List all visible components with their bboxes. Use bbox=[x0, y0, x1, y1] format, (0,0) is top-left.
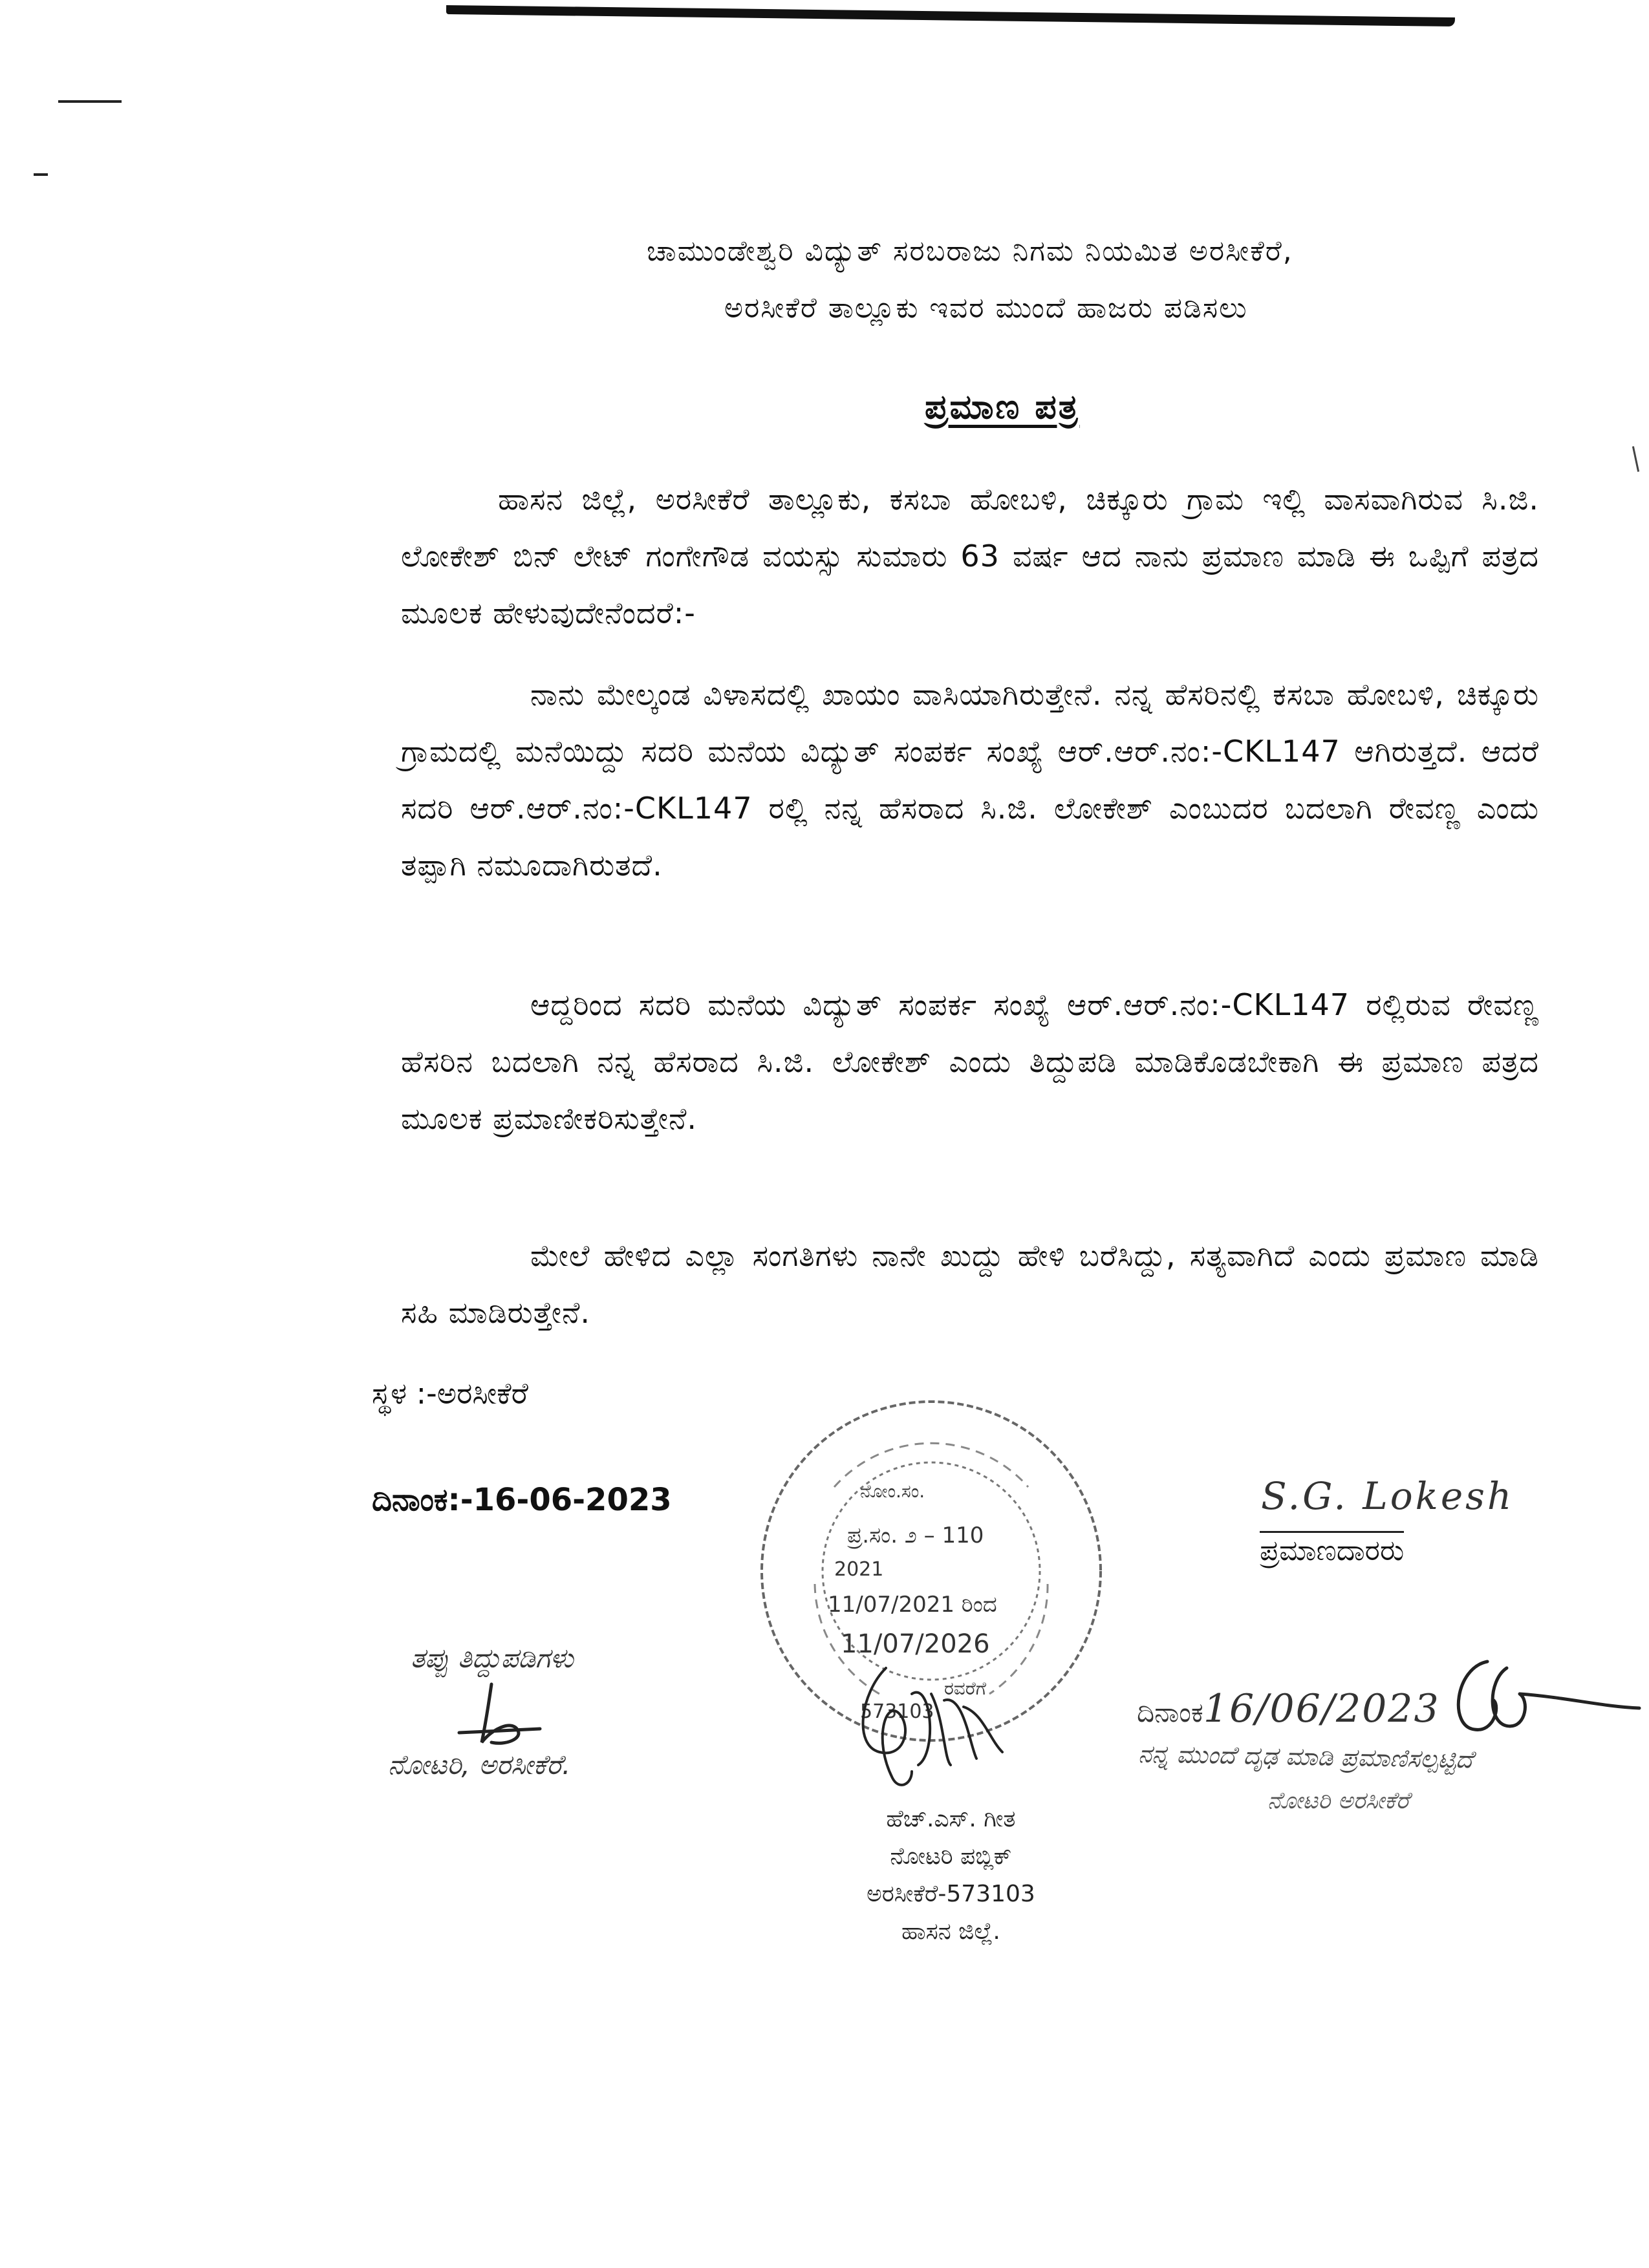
body-paragraph: ಆದ್ದರಿಂದ ಸದರಿ ಮನೆಯ ವಿದ್ಯುತ್ ಸಂಪರ್ಕ ಸಂಖ್ಯೆ ಆರ್.ಆರ್.ನಂ:-CKL147 ರಲ್ಲಿರುವ ರೇವಣ್ಣ ಹೆಸರಿನ ಬದಲಾಗಿ ನನ್ನ ಹೆಸರಾದ ಸಿ.ಜಿ. ಲೋಕೇಶ್ ಎಂದು ತಿದ್ದುಪಡಿ ಮಾಡಿಕೊಡಬೇಕಾಗಿ ಈ ಪ್ರಮಾಣ ಪತ್ರದ ಮೂಲಕ ಪ್ರಮಾಣೀಕರಿಸುತ್ತೇನೆ. bbox=[401, 987, 1539, 1136]
notary-details bbox=[867, 1801, 1035, 1951]
seal-text: ರವರೆಗೆ bbox=[944, 1678, 986, 1699]
notary-address: ಅರಸೀಕೆರೆ-573103 bbox=[867, 1881, 1035, 1907]
deponent-label: ಪ್ರಮಾಣದಾರರು bbox=[1260, 1531, 1404, 1567]
corrections-signature bbox=[453, 1681, 543, 1752]
corrections-notary-label: ನೋಟರಿ, ಅರಸೀಕೆರೆ. bbox=[388, 1749, 571, 1781]
body-paragraph: ಮೇಲೆ ಹೇಳಿದ ಎಲ್ಲಾ ಸಂಗತಿಗಳು ನಾನೇ ಖುದ್ದು ಹೇಳಿ ಬರೆಸಿದ್ದು, ಸತ್ಯವಾಗಿದೆ ಎಂದು ಪ್ರಮಾಣ ಮಾಡಿ ಸಹಿ ಮಾಡಿರುತ್ತೇನೆ. bbox=[401, 1238, 1539, 1330]
notary-title: ನೋಟರಿ ಪಬ್ಲಿಕ್ bbox=[890, 1843, 1012, 1870]
addressee-line: ಚಾಮುಂಡೇಶ್ವರಿ ವಿದ್ಯುತ್ ಸರಬರಾಜು ನಿಗಮ ನಿಯಮಿತ ಅರಸೀಕೆರೆ, bbox=[647, 235, 1293, 268]
seal-text: 2021 bbox=[834, 1558, 884, 1581]
attestation-date bbox=[1137, 1686, 1440, 1731]
scan-artifact-dash bbox=[34, 173, 48, 176]
place-line: ಸ್ಥಳ :-ಅರಸೀಕೆರೆ bbox=[372, 1376, 528, 1411]
attestation-date-prefix: ದಿನಾಂಕ bbox=[1137, 1696, 1203, 1728]
addressee-block bbox=[647, 223, 1539, 337]
deponent-signature: S.G. Lokesh bbox=[1261, 1474, 1514, 1518]
attestation-date-value: 16/06/2023 bbox=[1203, 1686, 1440, 1731]
notary-name: ಹೆಚ್.ಎಸ್. ಗೀತ bbox=[886, 1806, 1016, 1832]
scan-artifact-mark bbox=[1632, 446, 1639, 472]
seal-text: 573103 bbox=[860, 1700, 934, 1723]
body-paragraph: ನಾನು ಮೇಲ್ಕಂಡ ವಿಳಾಸದಲ್ಲಿ ಖಾಯಂ ವಾಸಿಯಾಗಿರುತ್ತೇನೆ. ನನ್ನ ಹೆಸರಿನಲ್ಲಿ ಕಸಬಾ ಹೋಬಳಿ, ಚಿಕ್ಕೂರು ಗ್ರಾಮದಲ್ಲಿ ಮನೆಯಿದ್ದು ಸದರಿ ಮನೆಯ ವಿದ್ಯುತ್ ಸಂಪರ್ಕ ಸಂಖ್ಯೆ ಆರ್.ಆರ್.ನಂ:-CKL147 ಆಗಿರುತ್ತದೆ. ಆದರೆ ಸದರಿ ಆರ್.ಆರ್.ನಂ:-CKL147 ರಲ್ಲಿ ನನ್ನ ಹೆಸರಾದ ಸಿ.ಜಿ. ಲೋಕೇಶ್ ಎಂಬುದರ ಬದಲಾಗಿ ರೇವಣ್ಣ ಎಂದು ತಪ್ಪಾಗಿ ನಮೂದಾಗಿರುತದೆ. bbox=[401, 677, 1539, 883]
seal-text: 11/07/2021 ರಿಂದ bbox=[828, 1592, 997, 1618]
attestation-line: ನನ್ನ ಮುಂದೆ ದೃಢ ಮಾಡಿ ಪ್ರಮಾಣಿಸಲ್ಪಟ್ಟಿದೆ bbox=[1137, 1739, 1473, 1774]
body-paragraph: ಹಾಸನ ಜಿಲ್ಲೆ, ಅರಸೀಕೆರೆ ತಾಲ್ಲೂಕು, ಕಸಬಾ ಹೋಬಳಿ, ಚಿಕ್ಕೂರು ಗ್ರಾಮ ಇಲ್ಲಿ ವಾಸವಾಗಿರುವ ಸಿ.ಜಿ. ಲೋಕೇಶ್ ಬಿನ್ ಲೇಟ್ ಗಂಗೇಗೌಡ ವಯಸ್ಸು ಸುಮಾರು 63 ವರ್ಷ ಆದ ನಾನು ಪ್ರಮಾಣ ಮಾಡಿ ಈ ಒಪ್ಪಿಗೆ ಪತ್ರದ ಮೂಲಕ ಹೇಳುವುದೇನೆಂದರೆ:- bbox=[401, 482, 1539, 630]
seal-text: ಪ್ರ.ಸಂ. ೨ – 110 bbox=[847, 1523, 984, 1548]
attestation-signature bbox=[1449, 1655, 1643, 1746]
document-title: ಪ್ರಮಾಣ ಪತ್ರ bbox=[925, 388, 1080, 427]
addressee-line: ಅರಸೀಕೆರೆ ತಾಲ್ಲೂಕು ಇವರ ಮುಂದೆ ಹಾಜರು ಪಡಿಸಲು bbox=[724, 292, 1248, 325]
date-line: ದಿನಾಂಕ:-16-06-2023 bbox=[372, 1482, 672, 1518]
notary-signature bbox=[847, 1655, 1015, 1797]
notary-district: ಹಾಸನ ಜಿಲ್ಲೆ. bbox=[901, 1918, 1000, 1945]
seal-text: 11/07/2026 bbox=[841, 1629, 990, 1659]
scan-artifact-dash bbox=[58, 100, 122, 103]
attestation-line: ನೋಟರಿ ಅರಸೀಕೆರೆ bbox=[1267, 1788, 1410, 1814]
scan-artifact-top-line bbox=[446, 5, 1455, 27]
seal-text: ನೋಂ.ಸಂ. bbox=[860, 1481, 925, 1502]
corrections-label: ತಪ್ಪು ತಿದ್ದುಪಡಿಗಳು bbox=[411, 1642, 574, 1674]
